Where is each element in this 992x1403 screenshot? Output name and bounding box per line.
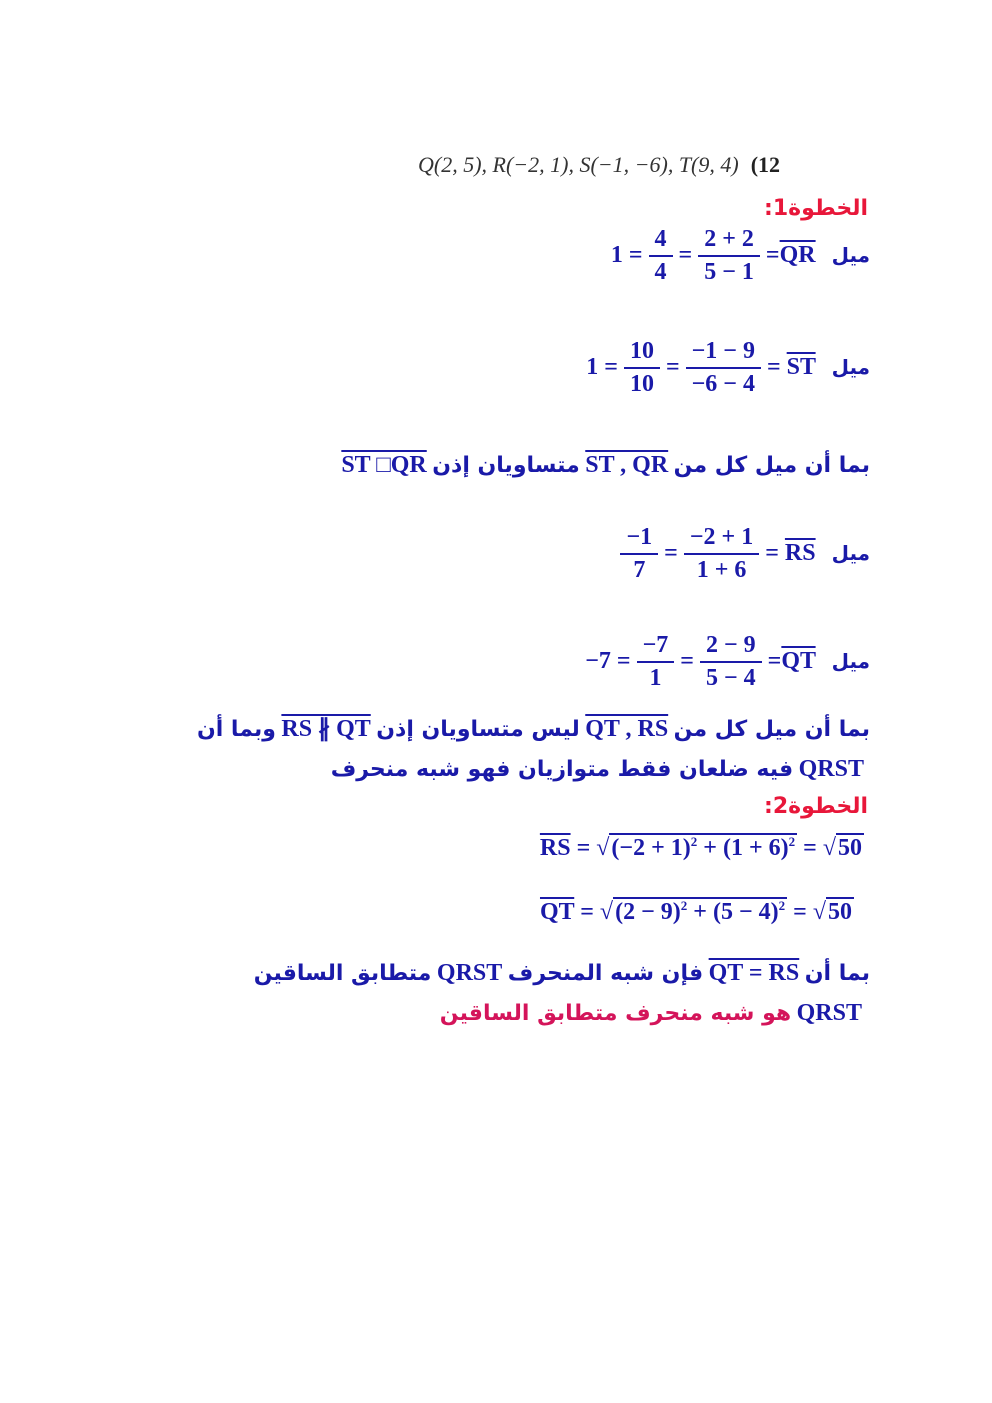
rs-length-equation: $\overline{RS} = √(-2 + 1)^2 + (1 + 6)^2 = √50$ <box>539 834 862 861</box>
segment-qt: $\overline{QT}$ <box>539 899 575 925</box>
not-parallel-prefix: بما أن ميل كل من <box>673 717 870 742</box>
exponent: 2 <box>690 834 698 849</box>
qt-radicand: $(2 - 9)^2 + (5 - 4)^2$ <box>615 898 786 925</box>
not-parallel-segments: QT , RS <box>585 716 669 742</box>
fraction-denominator: 10 <box>629 371 654 397</box>
parallel-middle: متساويان إذن <box>432 453 580 478</box>
expr-b: 5 − 4 <box>720 899 771 925</box>
congruent-statement <box>254 960 870 987</box>
shape-name: QRST <box>436 960 503 986</box>
not-parallel-suffix: وبما أن <box>196 717 276 742</box>
fraction-denominator: 1 + 6 <box>696 557 747 583</box>
qt-fraction-simplified <box>637 632 675 692</box>
st-fraction-simplified <box>624 338 660 398</box>
parallel-segments: ST , QR <box>585 452 669 478</box>
fraction-numerator: 2 + 2 <box>698 226 760 257</box>
segment-st: $\overline{ST}$ <box>786 353 816 380</box>
parallel-statement <box>341 452 870 479</box>
segment-qr: $\overline{QR}$ <box>779 241 816 268</box>
expr-a: 2 − 9 <box>623 899 673 925</box>
congruent-suffix: متطابق الساقين <box>253 961 432 986</box>
fraction-denominator: 5 − 1 <box>704 259 754 285</box>
fraction-denominator: 7 <box>633 557 646 583</box>
slope-word: ميل <box>831 242 870 267</box>
parallel-conclusion: ST □QR <box>341 452 427 478</box>
problem-number: (12 <box>750 152 781 177</box>
segment-qt: $\overline{QT}$ <box>781 647 816 674</box>
rs-fraction <box>684 524 759 584</box>
slope-word: ميل <box>831 540 870 565</box>
final-text: هو شبه منحرف متطابق الساقين <box>439 1001 792 1026</box>
exponent: 2 <box>778 898 786 913</box>
not-parallel-conclusion: RS ∦ QT <box>281 716 371 742</box>
fraction-denominator: 1 <box>649 665 662 691</box>
not-parallel-middle: ليس متساويان إذن <box>376 717 580 742</box>
qr-fraction-simplified <box>649 226 673 286</box>
fraction-denominator: 5 − 4 <box>705 665 756 691</box>
rs-fraction-simplified <box>620 524 658 584</box>
shape-name: QRST <box>798 756 864 782</box>
qt-result: 50 <box>828 899 852 925</box>
exponent: 2 <box>788 834 796 849</box>
fraction-numerator: −2 + 1 <box>684 524 759 555</box>
qt-result: −7 <box>585 647 611 674</box>
fraction-numerator: 2 − 9 <box>700 632 762 663</box>
qr-fraction <box>698 226 760 286</box>
rs-radicand: $(-2 + 1)^2 + (1 + 6)^2$ <box>611 834 796 861</box>
segment-rs: $\overline{RS}$ <box>784 539 816 566</box>
fraction-numerator: −1 <box>620 524 658 555</box>
rs-result: 50 <box>838 835 862 861</box>
qt-fraction <box>700 632 762 692</box>
congruent-equation: QT = RS <box>708 960 800 986</box>
qr-slope-equation: 1 = $\frac{4}{4}$ = $\frac{2 + 2}{5 - 1}$ $=\overline{QR}$ ميل <box>610 226 870 285</box>
final-shape: QRST <box>796 1000 862 1026</box>
not-parallel-statement <box>197 714 870 743</box>
congruent-prefix: بما أن <box>804 961 870 986</box>
qr-result: 1 <box>610 241 623 268</box>
rs-slope-equation: $\frac{-1}{7}$ = $\frac{-2 + 1}{1 + 6}$ = $\overline{RS}$ ميل <box>620 524 870 584</box>
qt-slope-equation: −7 = $\frac{-7}{1}$ = $\frac{2 - 9}{5 - 4}$ $=\overline{QT}$ ميل <box>585 632 870 691</box>
step2-label: الخطوة2: <box>764 794 868 819</box>
expr-b: 1 + 6 <box>730 835 781 861</box>
trapezoid-text: فيه ضلعان فقط متوازيان فهو شبه منحرف <box>330 757 794 782</box>
st-slope-equation: 1 = $\frac{10}{10}$ = $\frac{-1 - 9}{-6 - 4}$ = $\overline{ST}$ ميل <box>586 338 870 397</box>
exponent: 2 <box>680 898 688 913</box>
congruent-middle: فإن شبه المنحرف <box>507 961 704 986</box>
parallel-prefix: بما أن ميل كل من <box>673 453 870 478</box>
fraction-numerator: −1 − 9 <box>686 338 761 369</box>
expr-a: −2 + 1 <box>619 835 683 861</box>
fraction-numerator: −7 <box>637 632 675 663</box>
fraction-numerator: 10 <box>624 338 660 369</box>
fraction-denominator: −6 − 4 <box>691 371 755 397</box>
problem-header <box>418 152 780 178</box>
trapezoid-statement <box>331 756 864 783</box>
qt-length-equation: $\overline{QT} = √(2 - 9)^2 + (5 - 4)^2 = √50$ <box>539 898 852 925</box>
st-result: 1 <box>586 353 599 380</box>
slope-word: ميل <box>831 354 870 379</box>
step1-label: الخطوة1: <box>764 196 868 221</box>
problem-points: Q(2, 5), R(−2, 1), S(−1, −6), T(9, 4) <box>418 152 739 177</box>
final-answer <box>440 1000 862 1027</box>
st-fraction <box>686 338 761 398</box>
slope-word: ميل <box>831 648 870 673</box>
fraction-denominator: 4 <box>654 259 667 285</box>
segment-rs: $\overline{RS}$ <box>539 835 571 861</box>
fraction-numerator: 4 <box>649 226 673 257</box>
